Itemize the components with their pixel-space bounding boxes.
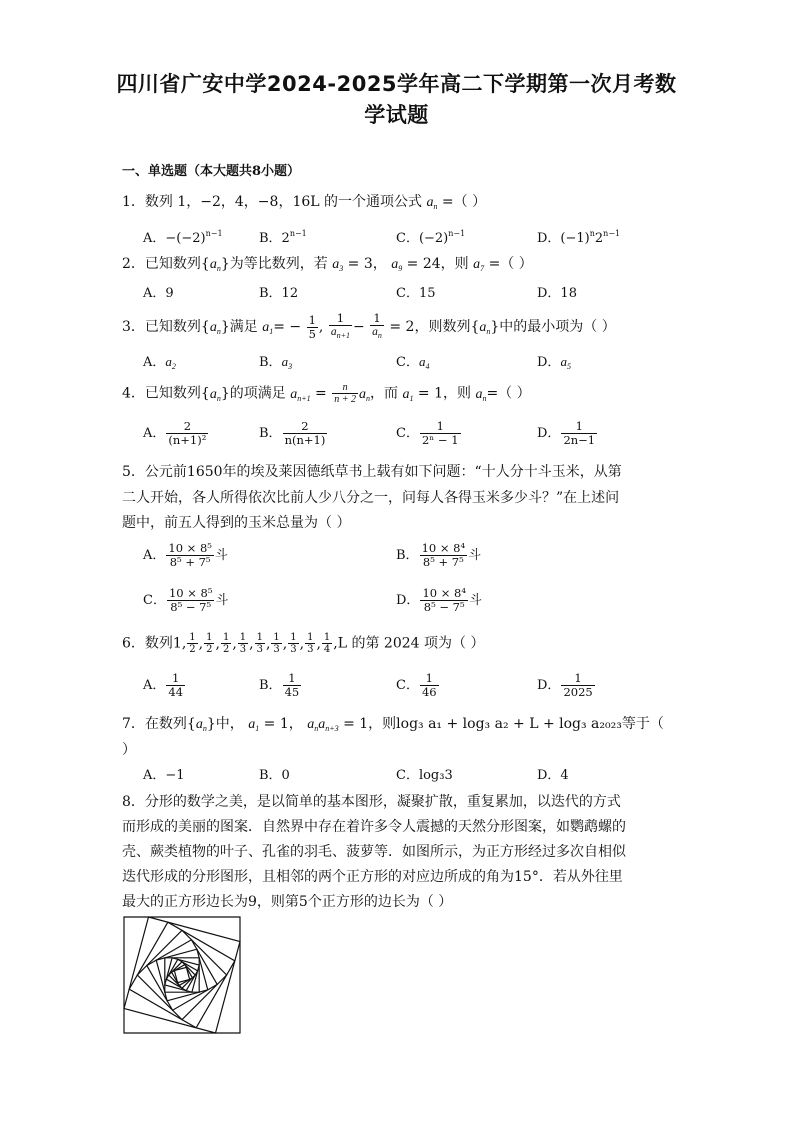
q6-seq-term: $\frac{1}{2}$	[222, 632, 230, 655]
q3-frac-2: $\frac{1}{a_{n+1}}$	[330, 311, 350, 340]
q7-option-b: B．0	[259, 768, 290, 783]
q3-option-b: B．$a_3$	[259, 354, 293, 371]
q3-option-c: C．$a_4$	[396, 354, 430, 371]
q4-option-b: B． $\frac{2}{n(n+1)}$	[259, 419, 326, 447]
q5-option-c: C． $\frac{\text{10 × 8⁵}}{\text{8⁵ − 7⁵}}$ 斗	[143, 586, 229, 614]
q6-seq-term: $\frac{1}{3}$	[239, 632, 247, 655]
q1-option-c: C．$(-2)^{n-1}$	[396, 229, 466, 246]
q1-an: $a_n$	[426, 195, 438, 211]
q6-sequence: $\frac{1}{2}$ , $\frac{1}{2}$ , $\frac{1}{2}$ , $\frac{1}{3}$ , $\frac{1}{3}$ , $\frac{1}{3}$ , $\frac{1}{3}$ , $\frac{1}{3}$ , $\frac{1}{4}$	[189, 632, 331, 655]
fractal-square	[165, 958, 199, 992]
fractal-square	[147, 940, 217, 1010]
fractal-square	[124, 917, 240, 1033]
q6-option-a: A． $\frac{1}{44}$	[143, 671, 184, 699]
section-heading: 一、单选题（本大题共8小题）	[122, 164, 301, 179]
question-7-line2: ）	[122, 742, 136, 758]
q2-option-d: D．18	[537, 286, 577, 301]
q6-seq-term: $\frac{1}{4}$	[323, 632, 331, 655]
q1-stem-text: 1．数列 1，−2，4，−8，16L 的一个通项公式	[122, 194, 423, 210]
q7-option-d: D．4	[537, 768, 569, 783]
fractal-square	[137, 930, 226, 1019]
q1-option-d: D．$(-1)^n2^{n-1}$	[537, 229, 621, 246]
q6-seq-term: $\frac{1}{3}$	[273, 632, 280, 655]
q5-option-b: B． $\frac{\text{10 × 8⁴}}{\text{8⁵ + 7⁵}}$ 斗	[396, 541, 482, 569]
q1-eq: =（ ）	[441, 194, 487, 210]
q2-option-b: B．12	[259, 286, 299, 301]
fractal-square	[129, 922, 235, 1028]
question-1-stem	[122, 194, 486, 215]
q6-option-c: C． $\frac{1}{46}$	[396, 671, 437, 699]
question-2-stem: 2．已知数列$\{a_n\}$为等比数列，若 $a_3 = 3$， $a_9 = 24$，则 $a_7$ =（ ）	[122, 256, 533, 273]
fractal-square	[156, 949, 208, 1001]
q4-frac: $\frac{n}{n + 2}$	[334, 382, 356, 405]
question-6-stem: 6．数列1, $\frac{1}{2}$ , $\frac{1}{2}$ , $\frac{1}{2}$ , $\frac{1}{3}$ , $\frac{1}{3}$ , $\frac{1}{3}$ , $\frac{1}{3}$ , $\frac{1}{3}$ , $\frac{1}{4}$ ,L 的第 2024 项为（ ）	[122, 632, 485, 655]
question-5-line1: 5．公元前1650年的埃及莱因德纸草书上载有如下问题：“十人分十斗玉米，从第	[122, 464, 622, 480]
q3-frac-3: $\frac{1}{a_n}$	[372, 311, 382, 340]
q6-seq-term: $\frac{1}{3}$	[307, 632, 314, 655]
fractal-square	[165, 958, 199, 992]
q2-option-a: A．9	[143, 286, 174, 301]
question-8-line1: 8．分形的数学之美，是以简单的基本图形，凝聚扩散，重复累加，以迭代的方式	[122, 794, 621, 810]
question-8-line2: 而形成的美丽的图案．自然界中存在着许多令人震撼的天然分形图案，如鹦鹉螺的	[122, 819, 626, 835]
question-8-line3: 壳、蕨类植物的叶子、孔雀的羽毛、菠萝等．如图所示，为正方形经过多次自相似	[122, 844, 626, 860]
fractal-square	[172, 965, 193, 986]
q7-option-a: A．−1	[143, 768, 185, 783]
q4-option-a: A． $\frac{2}{\text{(n+1)²}}$	[143, 419, 207, 447]
q6-seq-term: $\frac{1}{2}$	[206, 632, 213, 655]
fractal-square	[174, 967, 189, 982]
q3-option-d: D．$a_5$	[537, 354, 571, 371]
question-7-stem: 7．在数列$\{a_n\}$中， $a_1 = 1$， $a_na_{n+3} = 1$，则log₃ a₁ + log₃ a₂ + L + log₃ a₂₀₂₃等于（	[122, 716, 664, 733]
fractal-square	[166, 959, 197, 990]
q1-option-a: A．$-(-2)^{n-1}$	[143, 229, 223, 246]
q6-seq-term: $\frac{1}{2}$	[189, 632, 196, 655]
q2-option-c: C．15	[396, 286, 436, 301]
q3-frac-1: $\frac{1}{5}$	[308, 312, 316, 341]
question-5-line3: 题中，前五人得到的玉米总量为（ ）	[122, 515, 351, 531]
q1-option-b: B．$2^{n-1}$	[259, 229, 307, 246]
q5-option-a: A． $\frac{\text{10 × 8⁵}}{\text{8⁵ + 7⁵}}$ 斗	[143, 541, 228, 569]
q6-seq-term: $\frac{1}{3}$	[256, 632, 263, 655]
q6-option-b: B． $\frac{1}{45}$	[259, 671, 300, 699]
q6-seq-term: $\frac{1}{3}$	[290, 632, 297, 655]
q3-option-a: A．$a_2$	[143, 354, 176, 371]
fractal-square	[124, 917, 240, 1033]
q5-option-d: D． $\frac{\text{10 × 8⁴}}{\text{8⁵ − 7⁵}}$ 斗	[396, 586, 482, 614]
q6-option-d: D． $\frac{1}{2025}$	[537, 671, 593, 699]
q7-option-c: C．log₃3	[396, 768, 453, 783]
question-8-line4: 迭代形成的分形图形，且相邻的两个正方形的对应边所成的角为15°．若从外往里	[122, 869, 623, 885]
question-5-line2: 二人开始，各人所得依次比前人少八分之一，问每人各得玉米多少斗？”在上述问	[122, 490, 620, 506]
fractal-squares-figure	[120, 913, 244, 1037]
page-title-line2: 学试题	[364, 103, 429, 127]
q4-option-d: D． $\frac{1}{2n-1}$	[537, 419, 596, 447]
question-4-stem: 4．已知数列$\{a_n\}$的项满足 $a_{n+1}$ = $\frac{n}{n + 2}$ $a_n$，而 $a_1 = 1$，则 $a_n=$（ ）	[122, 382, 531, 405]
q4-option-c: C． $\frac{1}{\text{2ⁿ − 1}}$	[396, 419, 459, 447]
question-8-line5: 最大的正方形边长为9，则第5个正方形的边长为（ ）	[122, 894, 453, 910]
page-title-line1: 四川省广安中学2024-2025学年高二下学期第一次月考数	[116, 72, 677, 96]
question-3-stem: 3．已知数列$\{a_n\}$满足 $a_1=$ − $\frac{1}{5}$ , $\frac{1}{a_{n+1}}$ − $\frac{1}{a_n}$ = 2，则数列$\{a_n\}$中的最小项为（ ）	[122, 311, 616, 341]
